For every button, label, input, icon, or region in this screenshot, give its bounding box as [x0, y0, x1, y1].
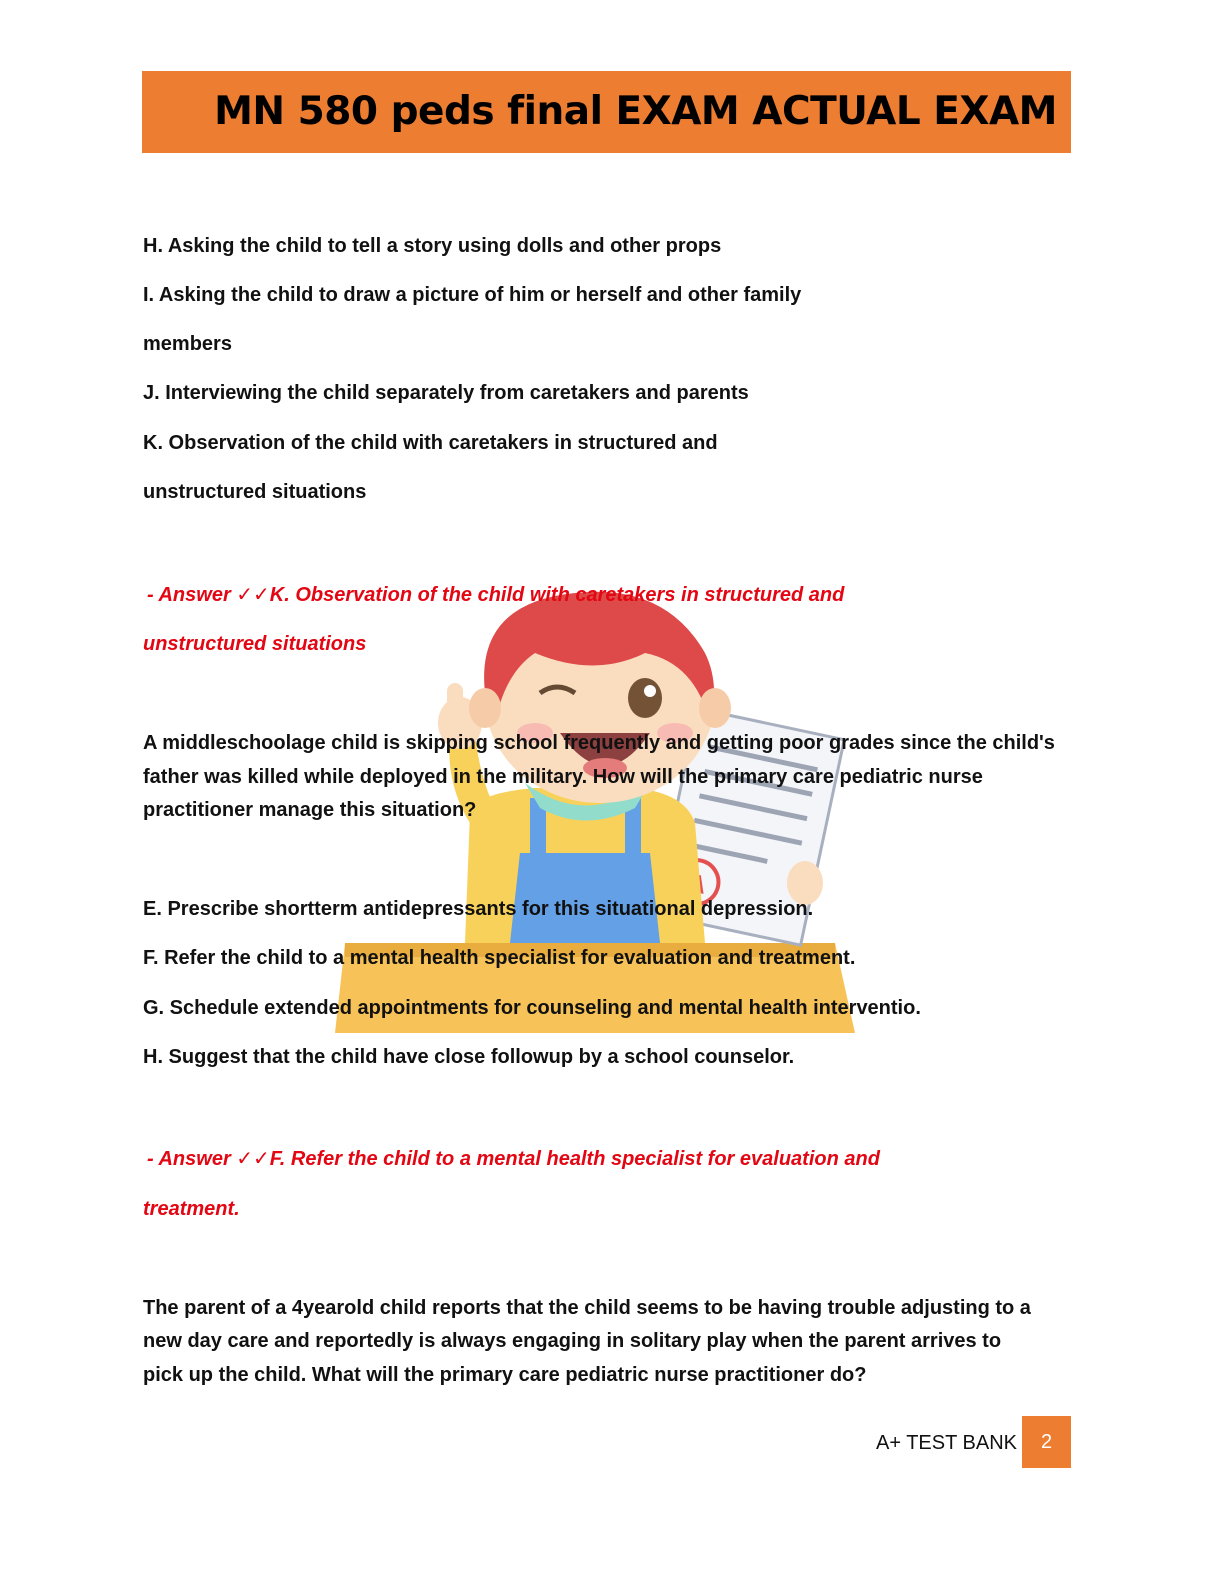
- answer-line: - Answer ✓✓F. Refer the child to a mental health specialist for evaluation and: [147, 1148, 880, 1170]
- text-line: unstructured situations: [143, 481, 367, 503]
- answer-line: treatment.: [143, 1198, 240, 1220]
- text-line: I. Asking the child to draw a picture of him or herself and other family: [143, 284, 802, 306]
- option-line: F. Refer the child to a mental health specialist for evaluation and treatment.: [143, 947, 856, 969]
- footer-label: A+ TEST BANK: [876, 1432, 1017, 1454]
- header-bar: [142, 71, 1071, 153]
- text-line: K. Observation of the child with caretakers in structured and: [143, 432, 718, 454]
- question-line: A middleschoolage child is skipping school frequently and getting poor grades since the child's: [143, 732, 1055, 754]
- option-line: H. Suggest that the child have close followup by a school counselor.: [143, 1046, 795, 1068]
- page-number: 2: [1022, 1416, 1071, 1468]
- option-line: E. Prescribe shortterm antidepressants for this situational depression.: [143, 898, 814, 920]
- question-line: practitioner manage this situation?: [143, 799, 477, 821]
- option-line: G. Schedule extended appointments for counseling and mental health interventio.: [143, 997, 921, 1019]
- question-line: new day care and reportedly is always engaging in solitary play when the parent arrives to: [143, 1330, 1002, 1352]
- question-line: pick up the child. What will the primary care pediatric nurse practitioner do?: [143, 1364, 867, 1386]
- text-line: members: [143, 333, 232, 355]
- question-line: The parent of a 4yearold child reports that the child seems to be having trouble adjusting to a: [143, 1297, 1031, 1319]
- answer-line: - Answer ✓✓K. Observation of the child with caretakers in structured and: [147, 584, 845, 606]
- answer-line: unstructured situations: [143, 633, 367, 655]
- question-line: father was killed while deployed in the military. How will the primary care pediatric nurse: [143, 766, 983, 788]
- page-title: MN 580 peds final EXAM ACTUAL EXAM: [214, 89, 1057, 134]
- text-line: H. Asking the child to tell a story using dolls and other props: [143, 235, 722, 257]
- text-line: J. Interviewing the child separately from caretakers and parents: [143, 382, 749, 404]
